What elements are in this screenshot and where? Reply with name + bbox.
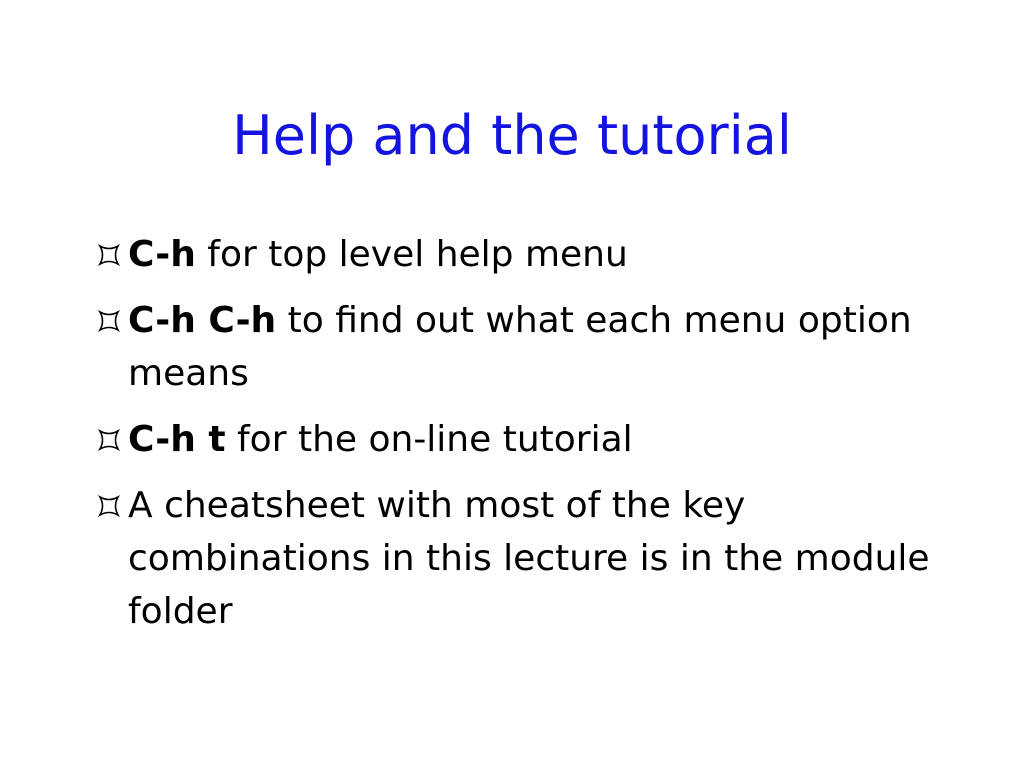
key-combination: C-h C-h: [128, 300, 277, 341]
bullet-text: A cheatsheet with most of the key combinations in this lecture is in the module folder: [128, 485, 930, 632]
key-combination: C-h t: [128, 419, 226, 460]
bullet-text: for top level help menu: [195, 234, 628, 275]
bullet-text: for the on-line tutorial: [225, 419, 633, 460]
four-point-star-icon: [96, 427, 122, 453]
slide-title: Help and the tutorial: [232, 104, 792, 167]
key-combination: C-h: [128, 234, 196, 275]
four-point-star-icon: [96, 308, 122, 334]
bullet-item: [94, 294, 974, 400]
bullet-list: [94, 228, 974, 651]
bullet-item: [94, 479, 974, 638]
bullet-text: to find out what each menu option means: [128, 300, 912, 394]
bullet-item: [94, 228, 974, 281]
four-point-star-icon: [96, 242, 122, 268]
bullet-item: [94, 413, 974, 466]
four-point-star-icon: [96, 493, 122, 519]
